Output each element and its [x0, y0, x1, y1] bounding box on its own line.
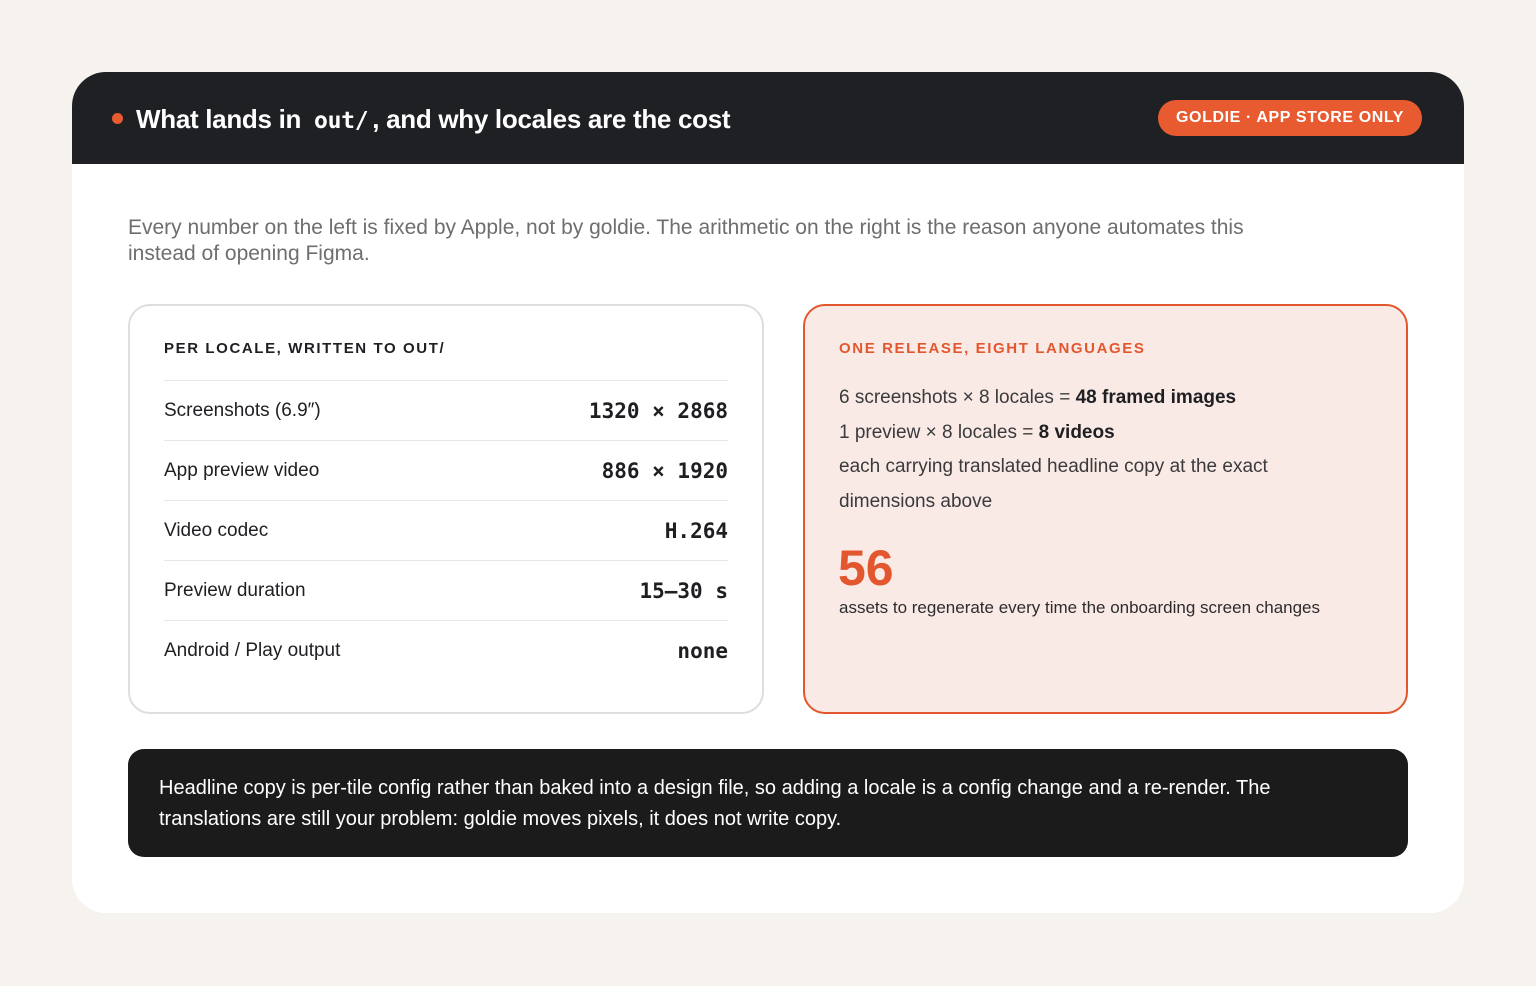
spec-value: 15–30 s	[639, 578, 728, 603]
calc-line-result: 8 videos	[1038, 421, 1115, 443]
note-callout	[128, 749, 1408, 857]
title-text-before: What lands in	[136, 104, 302, 134]
calc-line-videos	[839, 416, 1359, 451]
spec-table	[164, 380, 728, 680]
spec-panel-heading: PER LOCALE, WRITTEN TO OUT/	[164, 340, 446, 357]
spec-value: H.264	[664, 518, 728, 543]
spec-row-screenshots	[164, 380, 728, 440]
calc-lines	[839, 381, 1359, 519]
title-code: out/	[314, 108, 369, 134]
spec-row-android-output	[164, 620, 728, 680]
spec-label: Android / Play output	[164, 639, 341, 661]
intro-text: Every number on the left is fixed by Apple, not by goldie. The arithmetic on the right is the reason anyone automates this instead of opening Figma.	[128, 216, 1244, 265]
calc-line-screenshots	[839, 381, 1359, 416]
spec-panel	[128, 304, 764, 714]
title-text-after: , and why locales are the cost	[372, 104, 731, 134]
calc-line-text: 6 screenshots × 8 locales =	[839, 387, 1076, 408]
note-text: Headline copy is per-tile config rather than baked into a design file, so adding a locale is a config change and a re-render. The translations are still your problem: goldie moves pixels, it does not write copy.	[159, 777, 1271, 830]
bullet-dot-icon	[112, 113, 123, 124]
calc-line-note: each carrying translated headline copy at the exact dimensions above	[839, 456, 1268, 512]
spec-label: Screenshots (6.9″)	[164, 399, 321, 421]
spec-row-preview-video	[164, 440, 728, 500]
page-title	[136, 103, 730, 137]
spec-label: App preview video	[164, 459, 320, 481]
spec-label: Preview duration	[164, 579, 306, 601]
content-card	[72, 72, 1464, 913]
status-badge: GOLDIE · APP STORE ONLY	[1158, 100, 1422, 136]
calc-line-text: 1 preview × 8 locales =	[839, 421, 1039, 443]
calc-panel	[803, 304, 1408, 714]
spec-label: Video codec	[164, 519, 269, 541]
spec-value: 886 × 1920	[601, 458, 728, 483]
spec-row-preview-duration	[164, 560, 728, 620]
calc-line-result: 48 framed images	[1075, 387, 1237, 408]
spec-value: none	[677, 638, 728, 663]
total-assets-number: 56	[838, 540, 894, 596]
calc-panel-heading: ONE RELEASE, EIGHT LANGUAGES	[839, 340, 1146, 357]
header-bar	[72, 72, 1464, 164]
total-assets-caption: assets to regenerate every time the onboarding screen changes	[839, 598, 1321, 617]
spec-value: 1320 × 2868	[588, 398, 728, 423]
spec-row-video-codec	[164, 500, 728, 560]
